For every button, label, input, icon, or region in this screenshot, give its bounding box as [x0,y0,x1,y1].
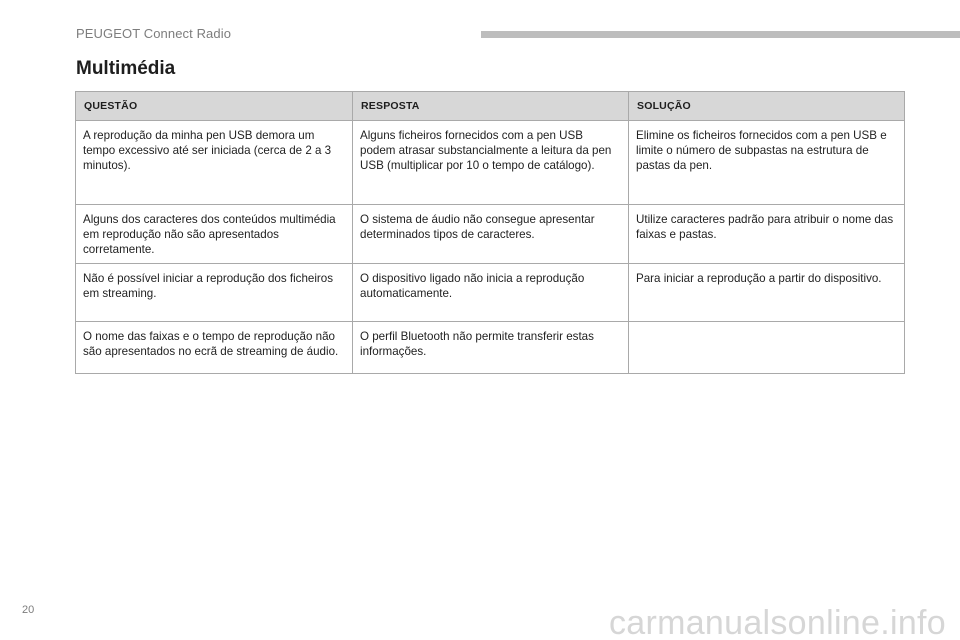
answer-cell: O perfil Bluetooth não permite transferir estas informações. [353,322,629,374]
solution-cell: Elimine os ficheiros fornecidos com a pen USB e limite o número de subpastas na estrutura de pastas da pen. [629,121,905,205]
table-row [76,322,905,374]
question-cell: A reprodução da minha pen USB demora um tempo excessivo até ser iniciada (cerca de 2 a 3 minutos). [76,121,353,205]
question-cell: O nome das faixas e o tempo de reprodução não são apresentados no ecrã de streaming de áudio. [76,322,353,374]
column-header-question: QUESTÃO [76,92,353,121]
column-header-answer: RESPOSTA [353,92,629,121]
table-row [76,121,905,205]
question-cell: Alguns dos caracteres dos conteúdos multimédia em reprodução não são apresentados corretamente. [76,205,353,264]
column-header-solution: SOLUÇÃO [629,92,905,121]
table-header-row [76,92,905,121]
running-header: PEUGEOT Connect Radio [76,26,232,41]
answer-cell: Alguns ficheiros fornecidos com a pen USB podem atrasar substancialmente a leitura da pen USB (multiplicar por 10 o tempo de catálogo). [353,121,629,205]
solution-cell: Utilize caracteres padrão para atribuir o nome das faixas e pastas. [629,205,905,264]
page-number: 20 [22,604,35,616]
watermark: carmanualsonline.info [608,604,946,640]
table-row [76,264,905,322]
section-title: Multimédia [76,58,176,79]
solution-cell: Para iniciar a reprodução a partir do dispositivo. [629,264,905,322]
faq-table [75,91,905,374]
question-cell: Não é possível iniciar a reprodução dos ficheiros em streaming. [76,264,353,322]
answer-cell: O dispositivo ligado não inicia a reprodução automaticamente. [353,264,629,322]
table-row [76,205,905,264]
answer-cell: O sistema de áudio não consegue apresentar determinados tipos de caracteres. [353,205,629,264]
solution-cell [629,322,905,374]
header-rule [481,31,960,38]
